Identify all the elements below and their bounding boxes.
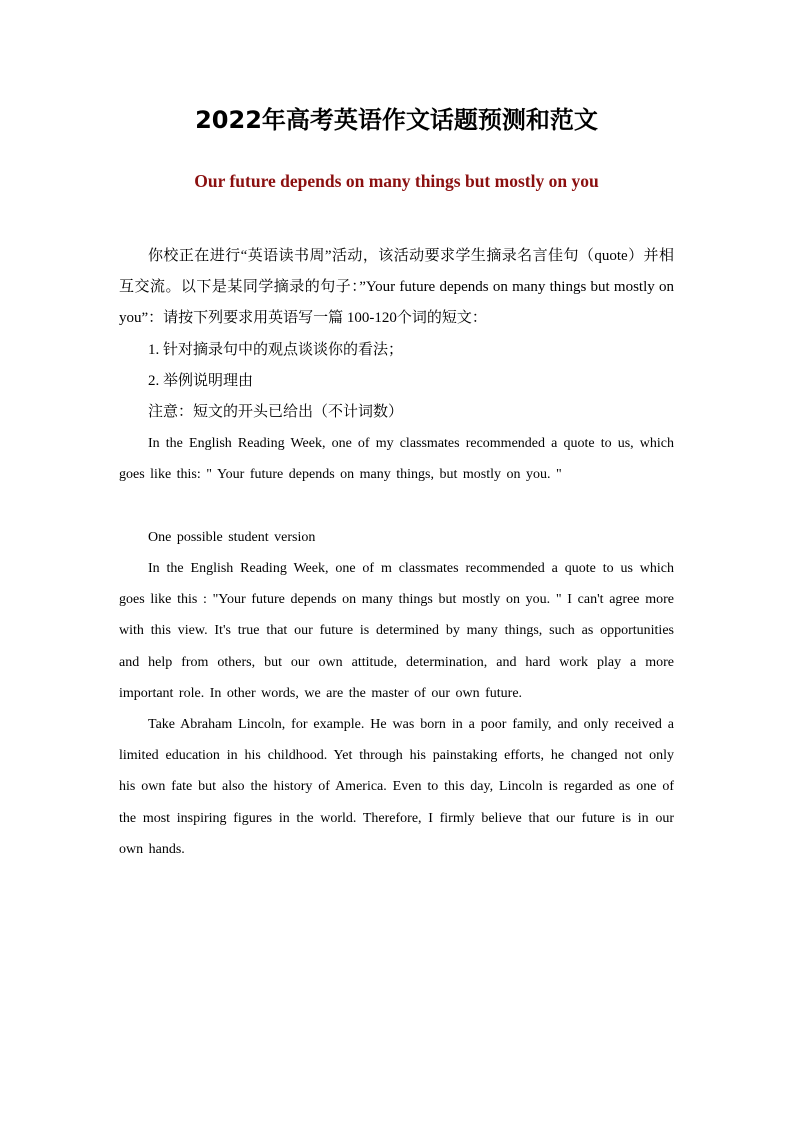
- note-line: 注意：短文的开头已给出（不计词数）: [148, 404, 404, 421]
- essay-subtitle: Our future depends on many things but mostly on you: [194, 171, 599, 191]
- page-title: 2022年高考英语作文话题预测和范文: [195, 106, 598, 134]
- blank-line: [119, 491, 674, 522]
- version-label: One possible student version: [148, 529, 316, 545]
- task-instructions: 你校正在进行“英语读书周”活动，该活动要求学生摘录名言佳句（quote）并相互交流。以下是某同学摘录的句子：”Your future depends on many things but mostly on you”：请按下列要求用英语写一篇 100-120个词的短文：: [119, 248, 674, 327]
- essay-paragraph-1: In the English Reading Week, one of m classmates recommended a quote to us which goes like this : "Your future depends on many things but mostly on you. " I can't agree more with this view. It's true that our future is determined by many things, such as opportunities and help from others, but our own attitude, determination, and hard work play a more important role. In other words, we are the master of our own future.: [119, 561, 674, 701]
- given-opening: In the English Reading Week, one of my classmates recommended a quote to us, which goes like this: " Your future depends on many things, but mostly on you. ": [119, 436, 674, 483]
- requirement-item-1: 1. 针对摘录句中的观点谈谈你的看法；: [148, 341, 404, 358]
- document-body: [119, 241, 674, 865]
- essay-paragraph-2: Take Abraham Lincoln, for example. He was born in a poor family, and only received a limited education in his childhood. Yet through his painstaking efforts, he changed not only his own fate but also the history of America. Even to this day, Lincoln is regarded as one of the most inspiring figures in the world. Therefore, I firmly believe that our future is in our own hands.: [119, 717, 674, 857]
- requirement-item-2: 2. 举例说明理由: [148, 372, 254, 389]
